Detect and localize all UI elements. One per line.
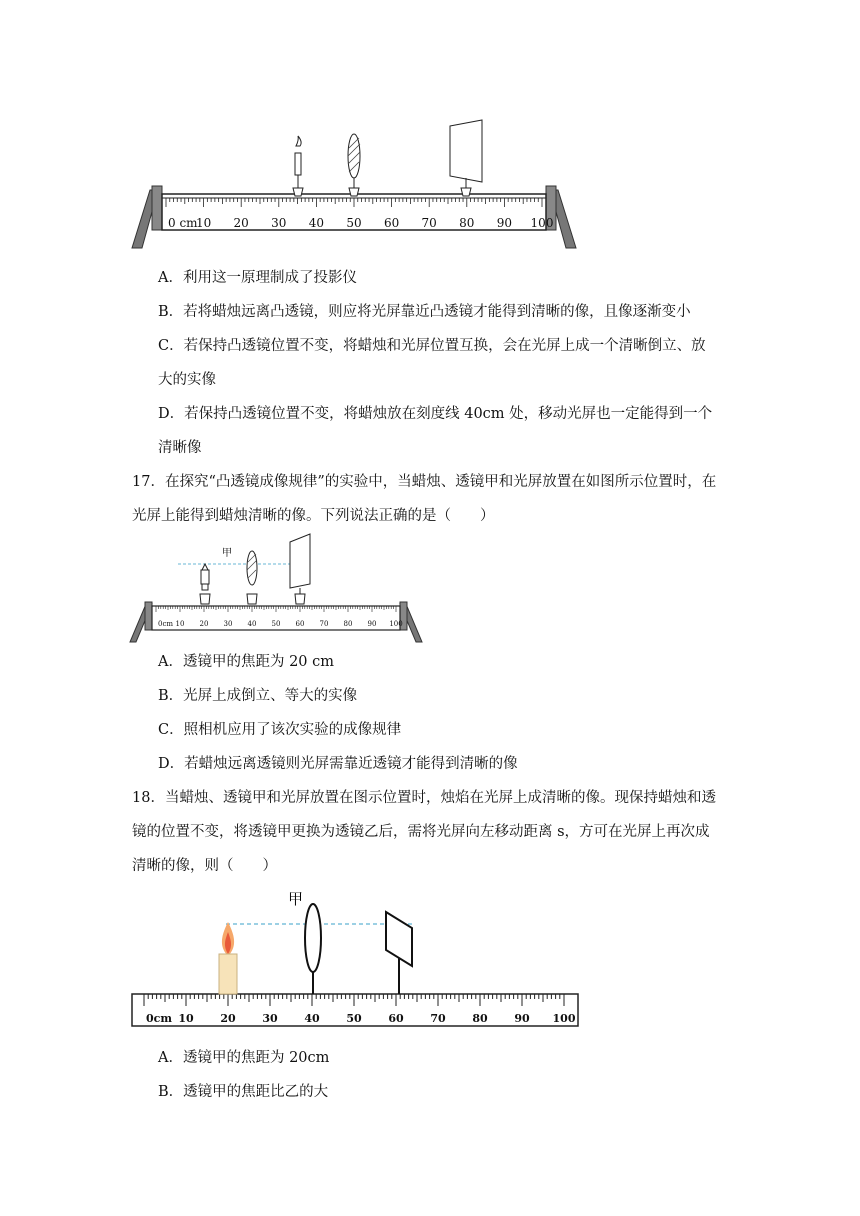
q16-option-d-cont: 清晰像 bbox=[158, 440, 202, 456]
fig1-tick-label: 100 bbox=[530, 216, 554, 230]
fig2-tick-label: 40 bbox=[247, 620, 257, 628]
fig1-tick-label: 20 bbox=[233, 216, 249, 230]
fig3-tick-label: 70 bbox=[430, 1012, 446, 1025]
candle bbox=[293, 136, 303, 196]
q16-option-b: B．若将蜡烛远离凸透镜，则应将光屏靠近凸透镜才能得到清晰的像，且像逐渐变小 bbox=[158, 304, 691, 320]
fig2-tick-label: 90 bbox=[367, 620, 377, 628]
convex-lens bbox=[348, 134, 360, 196]
fig2-tick-label: 70 bbox=[319, 620, 329, 628]
fig2-tick-label: 30 bbox=[223, 620, 233, 628]
fig1-tick-label: 60 bbox=[383, 216, 400, 230]
fig3-tick-label: 60 bbox=[388, 1012, 404, 1025]
q18-lens-label: 甲 bbox=[288, 890, 304, 908]
fig3-tick-label: 100 bbox=[552, 1012, 576, 1025]
q18-option-b: B．透镜甲的焦距比乙的大 bbox=[158, 1084, 329, 1100]
q17-stem: 17．在探究“凸透镜成像规律”的实验中，当蜡烛、透镜甲和光屏放置在如图所示位置时，在 bbox=[132, 474, 717, 490]
q17-option-a: A．透镜甲的焦距为 20 cm bbox=[158, 654, 335, 670]
q18-stem-cont: 镜的位置不变，将透镜甲更换为透镜乙后，需将光屏向左移动距离 s，方可在光屏上再次成 bbox=[132, 824, 710, 840]
q16-option-d: D．若保持凸透镜位置不变，将蜡烛放在刻度线 40cm 处，移动光屏也一定能得到一个 bbox=[158, 406, 713, 422]
fig1-tick-label: 10 bbox=[195, 216, 212, 230]
q16-option-c: C．若保持凸透镜位置不变，将蜡烛和光屏位置互换，会在光屏上成一个清晰倒立、放 bbox=[158, 338, 706, 354]
q17-option-b: B．光屏上成倒立、等大的实像 bbox=[158, 688, 358, 704]
fig2-tick-label: 60 bbox=[295, 620, 305, 628]
optical-bench-figure-2 bbox=[128, 532, 424, 644]
fig3-tick-label: 90 bbox=[514, 1012, 530, 1025]
light-screen bbox=[450, 120, 482, 196]
fig2-tick-label: 50 bbox=[271, 620, 281, 628]
fig2-tick-label: 100 bbox=[389, 620, 403, 628]
fig1-tick-label: 40 bbox=[308, 216, 325, 230]
candle-flame bbox=[219, 922, 237, 994]
fig2-tick-label: 80 bbox=[343, 620, 353, 628]
q16-option-a: A．利用这一原理制成了投影仪 bbox=[158, 270, 357, 286]
optical-bench-figure-3 bbox=[130, 886, 582, 1032]
fig3-tick-label: 0cm bbox=[146, 1012, 172, 1025]
q18-option-a: A．透镜甲的焦距为 20cm bbox=[158, 1050, 330, 1066]
q17-lens-label: 甲 bbox=[222, 548, 232, 559]
q16-option-c-cont: 大的实像 bbox=[158, 372, 216, 388]
optical-bench-figure-1 bbox=[128, 118, 580, 253]
fig2-tick-label: 0cm bbox=[158, 620, 174, 628]
q17-option-d: D．若蜡烛远离透镜则光屏需靠近透镜才能得到清晰的像 bbox=[158, 756, 518, 772]
fig3-tick-label: 20 bbox=[220, 1012, 236, 1025]
fig1-tick-label: 30 bbox=[271, 216, 287, 230]
fig2-tick-label: 10 bbox=[175, 620, 185, 628]
fig1-tick-label: 0 cm bbox=[168, 216, 198, 230]
fig1-tick-label: 90 bbox=[496, 216, 513, 230]
fig2-tick-label: 20 bbox=[199, 620, 209, 628]
fig1-tick-label: 80 bbox=[459, 216, 475, 230]
q17-option-c: C．照相机应用了该次实验的成像规律 bbox=[158, 722, 402, 738]
fig3-tick-label: 10 bbox=[178, 1012, 194, 1025]
q17-stem-cont: 光屏上能得到蜡烛清晰的像。下列说法正确的是（ ） bbox=[132, 508, 495, 524]
fig3-tick-label: 80 bbox=[472, 1012, 488, 1025]
fig3-tick-label: 40 bbox=[304, 1012, 320, 1025]
q18-stem: 18．当蜡烛、透镜甲和光屏放置在图示位置时，烛焰在光屏上成清晰的像。现保持蜡烛和透 bbox=[132, 790, 716, 806]
q18-stem-cont2: 清晰的像，则（ ） bbox=[132, 858, 277, 874]
fig1-tick-label: 50 bbox=[346, 216, 362, 230]
fig3-tick-label: 50 bbox=[346, 1012, 362, 1025]
fig1-tick-label: 70 bbox=[421, 216, 437, 230]
fig3-tick-label: 30 bbox=[262, 1012, 278, 1025]
